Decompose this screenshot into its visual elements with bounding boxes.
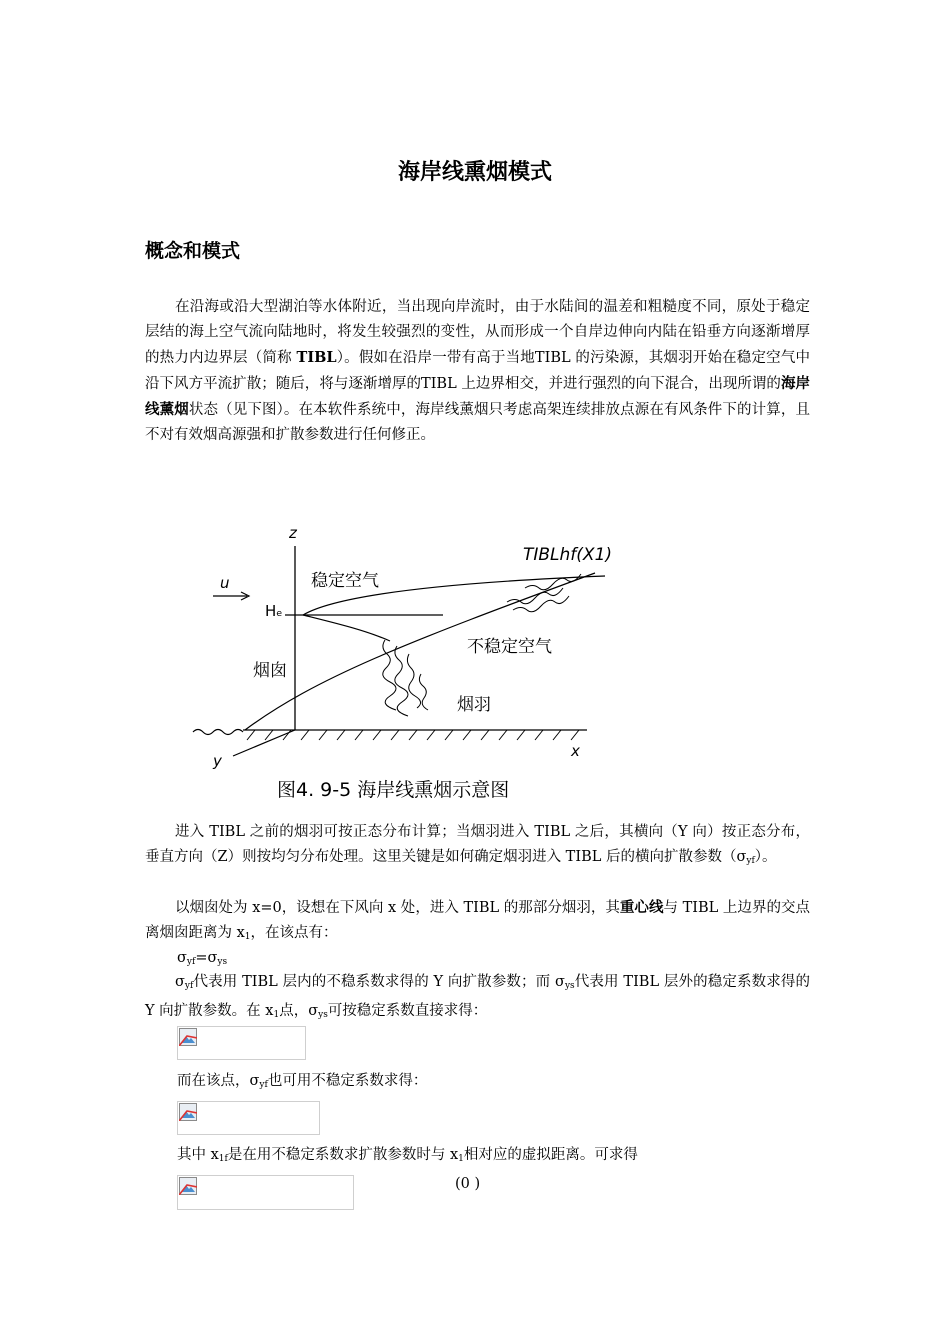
plume-lower-edge [303, 615, 390, 641]
y-axis [233, 730, 295, 756]
paragraph-tibl-dispersion: 进入 TIBL 之前的烟羽可按正态分布计算；当烟羽进入 TIBL 之后，其横向（Y 向）按正态分布，垂直方向（Z）则按均匀分布处理。这里关键是如何确定烟羽进入 TIBL 后的横向扩散参数$(\sigma_{yf})$。 [145, 824, 810, 866]
y-label: y [213, 752, 222, 770]
ground-hatching [247, 730, 579, 740]
formula-image-3 [177, 1175, 354, 1210]
formula-image-1 [177, 1026, 306, 1060]
formula-image-2 [177, 1101, 320, 1135]
paragraph-sigma-definitions: $\sigma_{yf}$代表用 TIBL 层内的不稳系数求得的 Y 向扩散参数；而 $\sigma_{ys}$代表用 TIBL 层外的稳定系数求得的 Y 向扩散参数。在 $x_1$点，$\sigma_{ys}$可按稳定系数直接求得： [145, 974, 811, 1020]
paragraph-virtual-distance: 其中 $x_{1f}$是在用不稳定系数求扩散参数时与 $x_1$相对应的虚拟距离。可求得 [177, 1147, 638, 1164]
broken-image-icon [179, 1177, 197, 1195]
figure-caption: 图4. 9-5 海岸线熏烟示意图 [277, 779, 510, 801]
x-label: x [571, 742, 580, 760]
stable-air-label: 稳定空气 [311, 571, 379, 591]
paragraph-sigma-unstable: 而在该点，$\sigma_{yf}$也可用不稳定系数求得： [177, 1073, 428, 1090]
z-label: z [289, 524, 297, 542]
sea-surface [193, 730, 243, 735]
unstable-air-label: 不稳定空气 [467, 637, 552, 657]
paragraph-centerline: 以烟囱处为 x=0，设想在下风向 x 处，进入 TIBL 的那部分烟羽，其重心线与 TIBL 上边界的交点离烟囱距离为 $x_1$，在该点有： [145, 899, 810, 942]
broken-image-icon [179, 1028, 197, 1046]
u-label: u [220, 574, 230, 592]
broken-image-icon [179, 1103, 197, 1121]
he-label: Hₑ [265, 602, 283, 620]
equation-sigma: $\sigma_{yf}=\sigma_{ys}$ [177, 950, 228, 967]
intro-paragraph: 在沿海或沿大型湖泊等水体附近，当出现向岸流时，由于水陆间的温差和粗糙度不同，原处于稳定层结的海上空气流向陆地时，将发生较强烈的变性，从而形成一个自岸边伸向内陆在铅垂方向逐渐增厚的热力内边界层（简称 TIBL）。假如在沿岸一带有高于当地TIBL 的污染源，其烟羽开始在稳定空气中沿下风方平流扩散；随后，将与逐渐增厚的TIBL 上边界相交，并进行强烈的向下混合，出现所谓的海岸线薰烟状态（见下图）。在本软件系统中，海岸线薰烟只考虑高架连续排放点源在有风条件下的计算，且不对有效烟高源强和扩散参数进行任何修正。 [145, 299, 811, 443]
section-heading: 概念和模式 [145, 240, 241, 262]
stack-label: 烟囱 [253, 661, 287, 681]
page-number: (0 ) [455, 1176, 481, 1192]
coastal-fumigation-diagram [185, 518, 645, 808]
tibl-label: TIBLhf(X1) [523, 545, 613, 565]
plume-label: 烟羽 [457, 695, 491, 715]
page-title: 海岸线熏烟模式 [397, 160, 552, 185]
